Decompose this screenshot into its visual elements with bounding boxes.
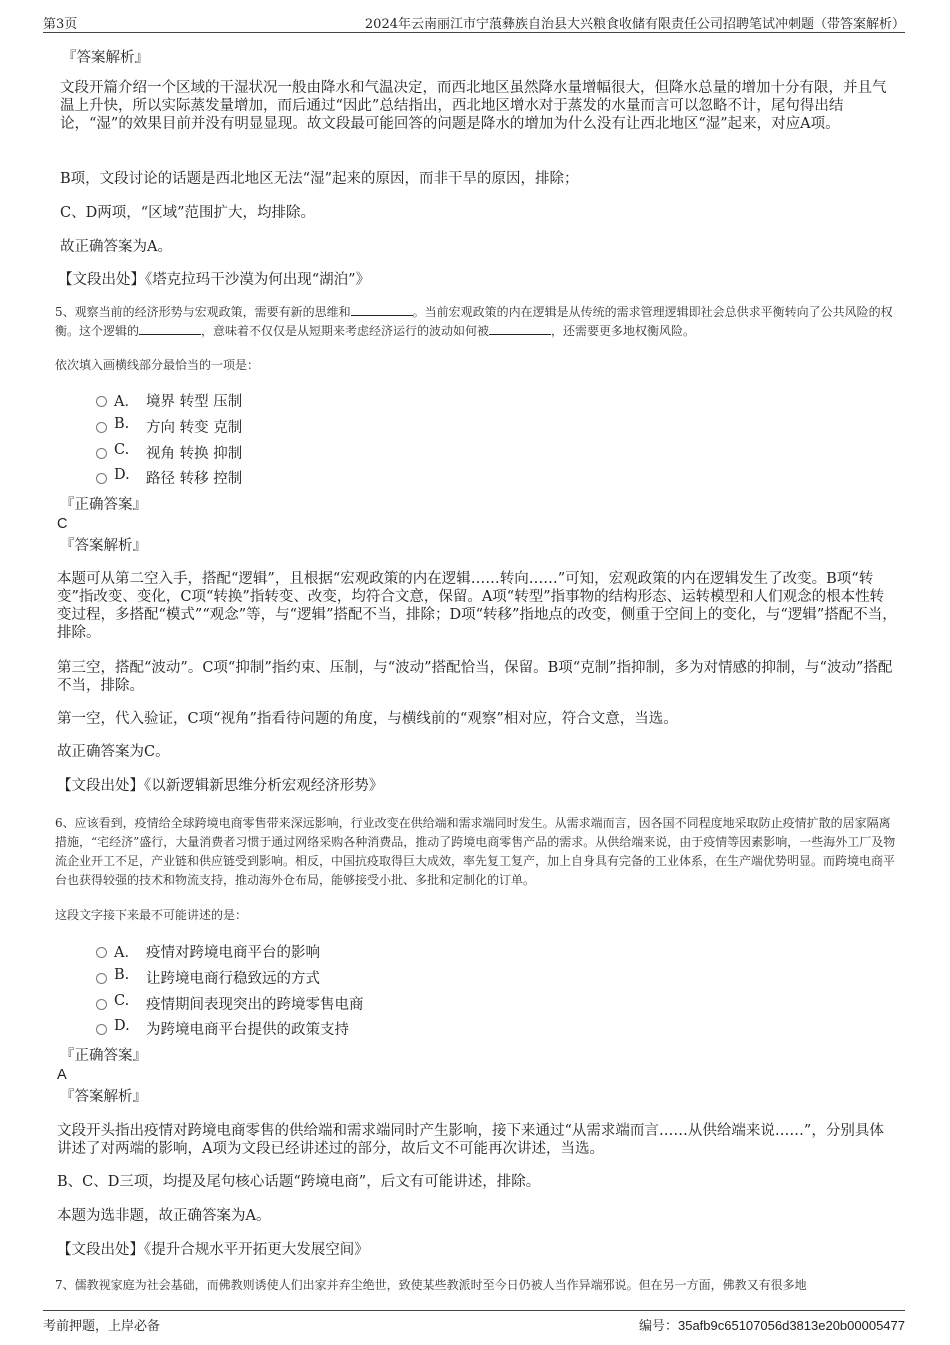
option-letter: D. [114, 1018, 130, 1034]
question-stem: 5、观察当前的经济形势与宏观政策，需要有新的思维和 。当前宏观政策的内在逻辑是从传统的需求管理逻辑即社会总供求平衡转向了公共风险的权衡。这个逻辑的 ，意味着不仅仅是从短期来考虑经济运行的波动如何被 ，还需要更多地权衡风险。 [55, 305, 893, 338]
analysis-paragraph: B项，文段讨论的话题是西北地区无法“湿”起来的原因，而非干旱的原因，排除； [60, 171, 579, 187]
passage-source: 【文段出处】《提升合规水平开拓更大发展空间》 [57, 1242, 369, 1258]
option-text: 方向 转变 克制 [146, 420, 243, 436]
option-text: 让跨境电商行稳致远的方式 [146, 971, 320, 987]
option-text: 境界 转型 压制 [146, 394, 243, 410]
option-letter: B. [114, 416, 130, 432]
document-title: 2024年云南丽江市宁蒗彝族自治县大兴粮食收储有限责任公司招聘笔试冲刺题（带答案解析） [364, 17, 905, 32]
option-letter: A． [114, 394, 139, 410]
analysis-paragraph: B、C、D三项，均提及尾句核心话题“跨境电商”，后文有可能讲述，排除。 [57, 1174, 541, 1190]
passage-source: 【文段出处】《以新逻辑新思维分析宏观经济形势》 [57, 778, 384, 794]
footer-slogan: 考前押题，上岸必备 [43, 1319, 161, 1334]
option-letter: C. [114, 993, 130, 1009]
analysis-label: 『答案解析』 [60, 1089, 147, 1105]
radio-button[interactable] [96, 473, 107, 484]
analysis-paragraph: 文段开头指出疫情对跨境电商零售的供给端和需求端同时产生影响，接下来通过“从需求端而言……从供给端来说……”，分别具体讲述了对两端的影响，A项为文段已经讲述过的部分，故后文不可能再次讲述，当选。 [57, 1123, 884, 1157]
option-letter: B. [114, 967, 130, 983]
question-stem: 6、应该看到，疫情给全球跨境电商零售带来深远影响，行业改变在供给端和需求端同时发生。从需求端而言，因各国不同程度地采取防止疫情扩散的居家隔离措施，“宅经济”盛行，大量消费者习惯于通过网络采购各种消费品，推动了跨境电商零售产品的需求。从供给端来说，由于疫情等因素影响，一些海外工厂及物流企业开工不足，产业链和供应链受到影响。相反，中国抗疫取得巨大成效，率先复工复产，加上自身具有完备的工业体系，在生产端优势明显。而跨境电商平台也获得较强的技术和物流支持，推动海外仓布局，能够接受小批、多批和定制化的订单。 [55, 816, 896, 887]
passage-source: 【文段出处】《塔克拉玛干沙漠为何出现“湖泊”》 [58, 272, 371, 288]
question-prompt: 这段文字接下来最不可能讲述的是： [55, 908, 248, 922]
analysis-paragraph: 文段开篇介绍一个区域的干湿状况一般由降水和气温决定，而西北地区虽然降水量增幅很大，但降水总量的增加十分有限，并且气温上升快，所以实际蒸发量增加，而后通过“因此”总结指出，西北地区增水对于蒸发的水量而言可以忽略不计，尾句得出结论，“湿”的效果目前并没有明显显现。故文段最可能回答的问题是降水的增加为什么没有让西北地区“湿”起来，对应A项。 [60, 80, 887, 132]
fill-blank [489, 322, 551, 335]
document-code: 编号：35afb9c65107056d3813e20b00005477 [638, 1318, 905, 1334]
option-text: 疫情对跨境电商平台的影响 [146, 945, 320, 961]
option-letter: C. [114, 442, 130, 458]
radio-button[interactable] [96, 1024, 107, 1035]
correct-answer: C [57, 516, 68, 532]
analysis-paragraph: 第一空，代入验证，C项“视角”指看待问题的角度，与横线前的“观察”相对应，符合文意，当选。 [57, 711, 678, 727]
page-header [43, 10, 905, 33]
analysis-label: 『答案解析』 [60, 538, 147, 554]
question-prompt: 依次填入画横线部分最恰当的一项是： [55, 358, 260, 372]
radio-button[interactable] [96, 947, 107, 958]
analysis-paragraph: 本题可从第二空入手，搭配“逻辑”，且根据“宏观政策的内在逻辑……转向……”可知，宏观政策的内在逻辑发生了改变。B项“转变”指改变、变化，C项“转换”指转变、改变，均符合文意，保留。A项“转型”指事物的结构形态、运转模型和人们观念的根本性转变过程，多搭配“模式”“观念”等，与“逻辑”搭配不当，排除；D项“转移”指地点的改变，侧重于空间上的变化，与“逻辑”搭配不当，排除。 [57, 571, 897, 641]
analysis-paragraph: C、D两项，“区域”范围扩大，均排除。 [60, 205, 316, 221]
option-text: 视角 转换 抑制 [146, 446, 243, 462]
correct-answer-label: 『正确答案』 [60, 1048, 147, 1064]
correct-answer-label: 『正确答案』 [60, 497, 147, 513]
fill-blank [351, 303, 413, 316]
analysis-paragraph: 故正确答案为C。 [57, 744, 170, 760]
option-text: 疫情期间表现突出的跨境零售电商 [146, 997, 364, 1013]
radio-button[interactable] [96, 973, 107, 984]
correct-answer: A [57, 1067, 67, 1083]
radio-button[interactable] [96, 448, 107, 459]
page-number: 第3页 [43, 17, 78, 32]
option-text: 为跨境电商平台提供的政策支持 [146, 1022, 349, 1038]
radio-button[interactable] [96, 396, 107, 407]
analysis-label: 『答案解析』 [62, 50, 149, 66]
radio-button[interactable] [96, 422, 107, 433]
question-stem: 7、儒教视家庭为社会基础，而佛教则诱使人们出家并弃尘绝世，致使某些教派时至今日仍被人当作异端邪说。但在另一方面，佛教又有很多地 [55, 1278, 807, 1292]
radio-button[interactable] [96, 999, 107, 1010]
fill-blank [139, 322, 201, 335]
option-letter: D. [114, 467, 130, 483]
analysis-paragraph: 故正确答案为A。 [60, 239, 172, 255]
analysis-paragraph: 第三空，搭配“波动”。C项“抑制”指约束、压制，与“波动”搭配恰当，保留。B项“克制”指抑制，多为对情感的抑制，与“波动”搭配不当，排除。 [57, 660, 893, 694]
page-footer [43, 1310, 905, 1335]
analysis-paragraph: 本题为选非题，故正确答案为A。 [57, 1208, 271, 1224]
option-letter: A． [114, 945, 139, 961]
option-text: 路径 转移 控制 [146, 471, 243, 487]
